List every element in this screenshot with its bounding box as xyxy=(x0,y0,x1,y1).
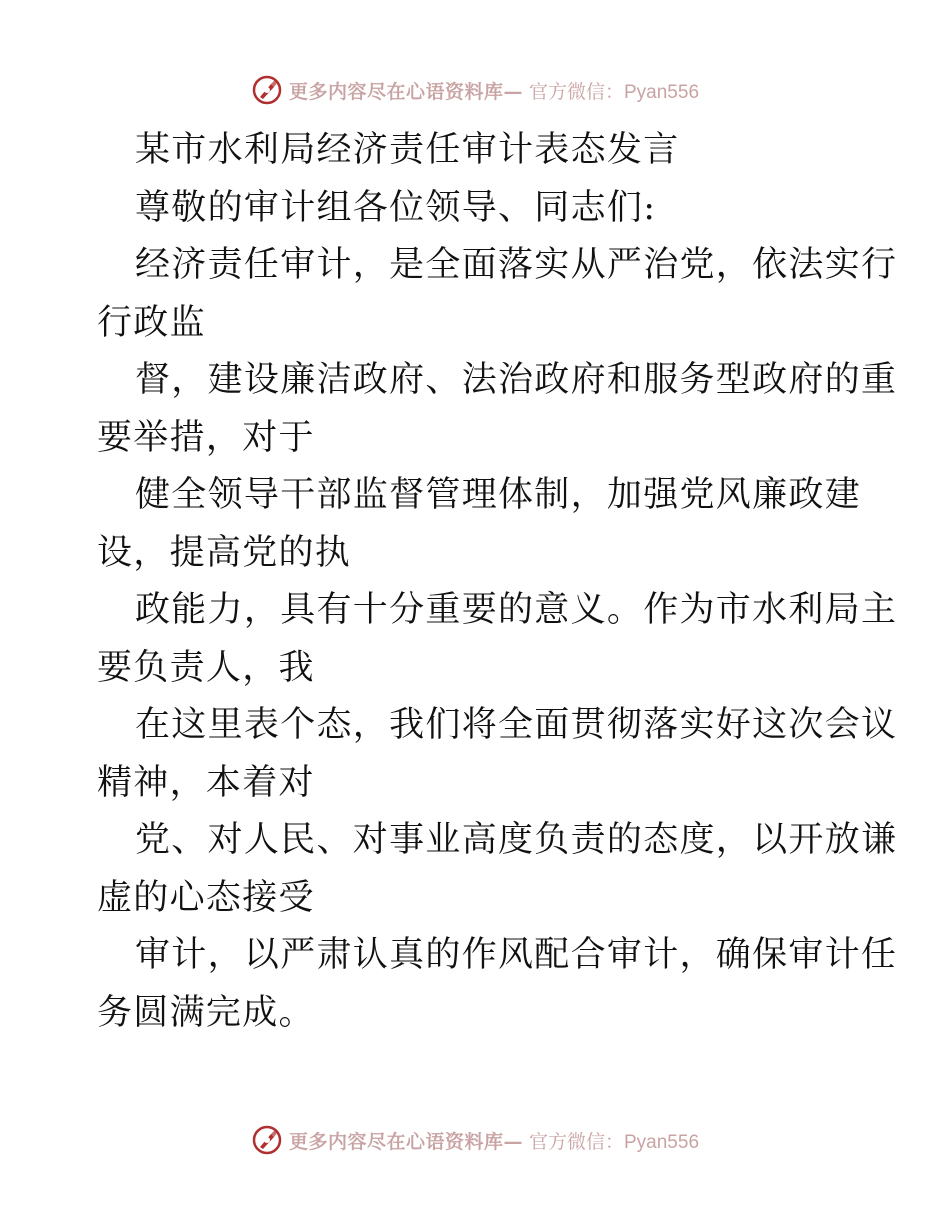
text-line: 在这里表个态，我们将全面贯彻落实好这次会议 xyxy=(135,705,898,745)
text-line: 党、对人民、对事业高度负责的态度，以开放谦 xyxy=(135,820,898,860)
document-title: 某市水利局经济责任审计表态发言 xyxy=(135,130,680,170)
footer-watermark xyxy=(0,1120,950,1160)
salutation: 尊敬的审计组各位领导、同志们: xyxy=(135,187,657,228)
pen-logo-icon xyxy=(251,1124,283,1156)
header-watermark xyxy=(0,70,950,110)
pen-logo-icon xyxy=(251,74,283,106)
watermark-wechat: 官方微信：Pyan556 xyxy=(529,81,700,103)
text-line: 健全领导干部监督管理体制，加强党风廉政建 xyxy=(135,475,862,515)
text-line: 精神，本着对 xyxy=(97,762,315,803)
text-line: 督，建设廉洁政府、法治政府和服务型政府的重 xyxy=(135,360,898,400)
document-body xyxy=(97,122,898,1042)
watermark-wechat: 官方微信：Pyan556 xyxy=(529,1131,700,1153)
watermark-text: 更多内容尽在心语资料库— xyxy=(288,1130,523,1153)
text-line: 设，提高党的执 xyxy=(97,532,352,573)
text-line: 行政监 xyxy=(97,302,206,343)
text-line: 务圆满完成。 xyxy=(97,992,315,1033)
text-line: 要负责人，我 xyxy=(97,647,315,688)
text-line: 虚的心态接受 xyxy=(97,877,315,918)
watermark-text: 更多内容尽在心语资料库— xyxy=(288,80,523,103)
text-line: 政能力，具有十分重要的意义。作为市水利局主 xyxy=(135,590,898,630)
text-line: 经济责任审计，是全面落实从严治党，依法实行 xyxy=(135,245,898,285)
text-line: 审计，以严肃认真的作风配合审计，确保审计任 xyxy=(135,935,898,975)
text-line: 要举措，对于 xyxy=(97,417,315,458)
